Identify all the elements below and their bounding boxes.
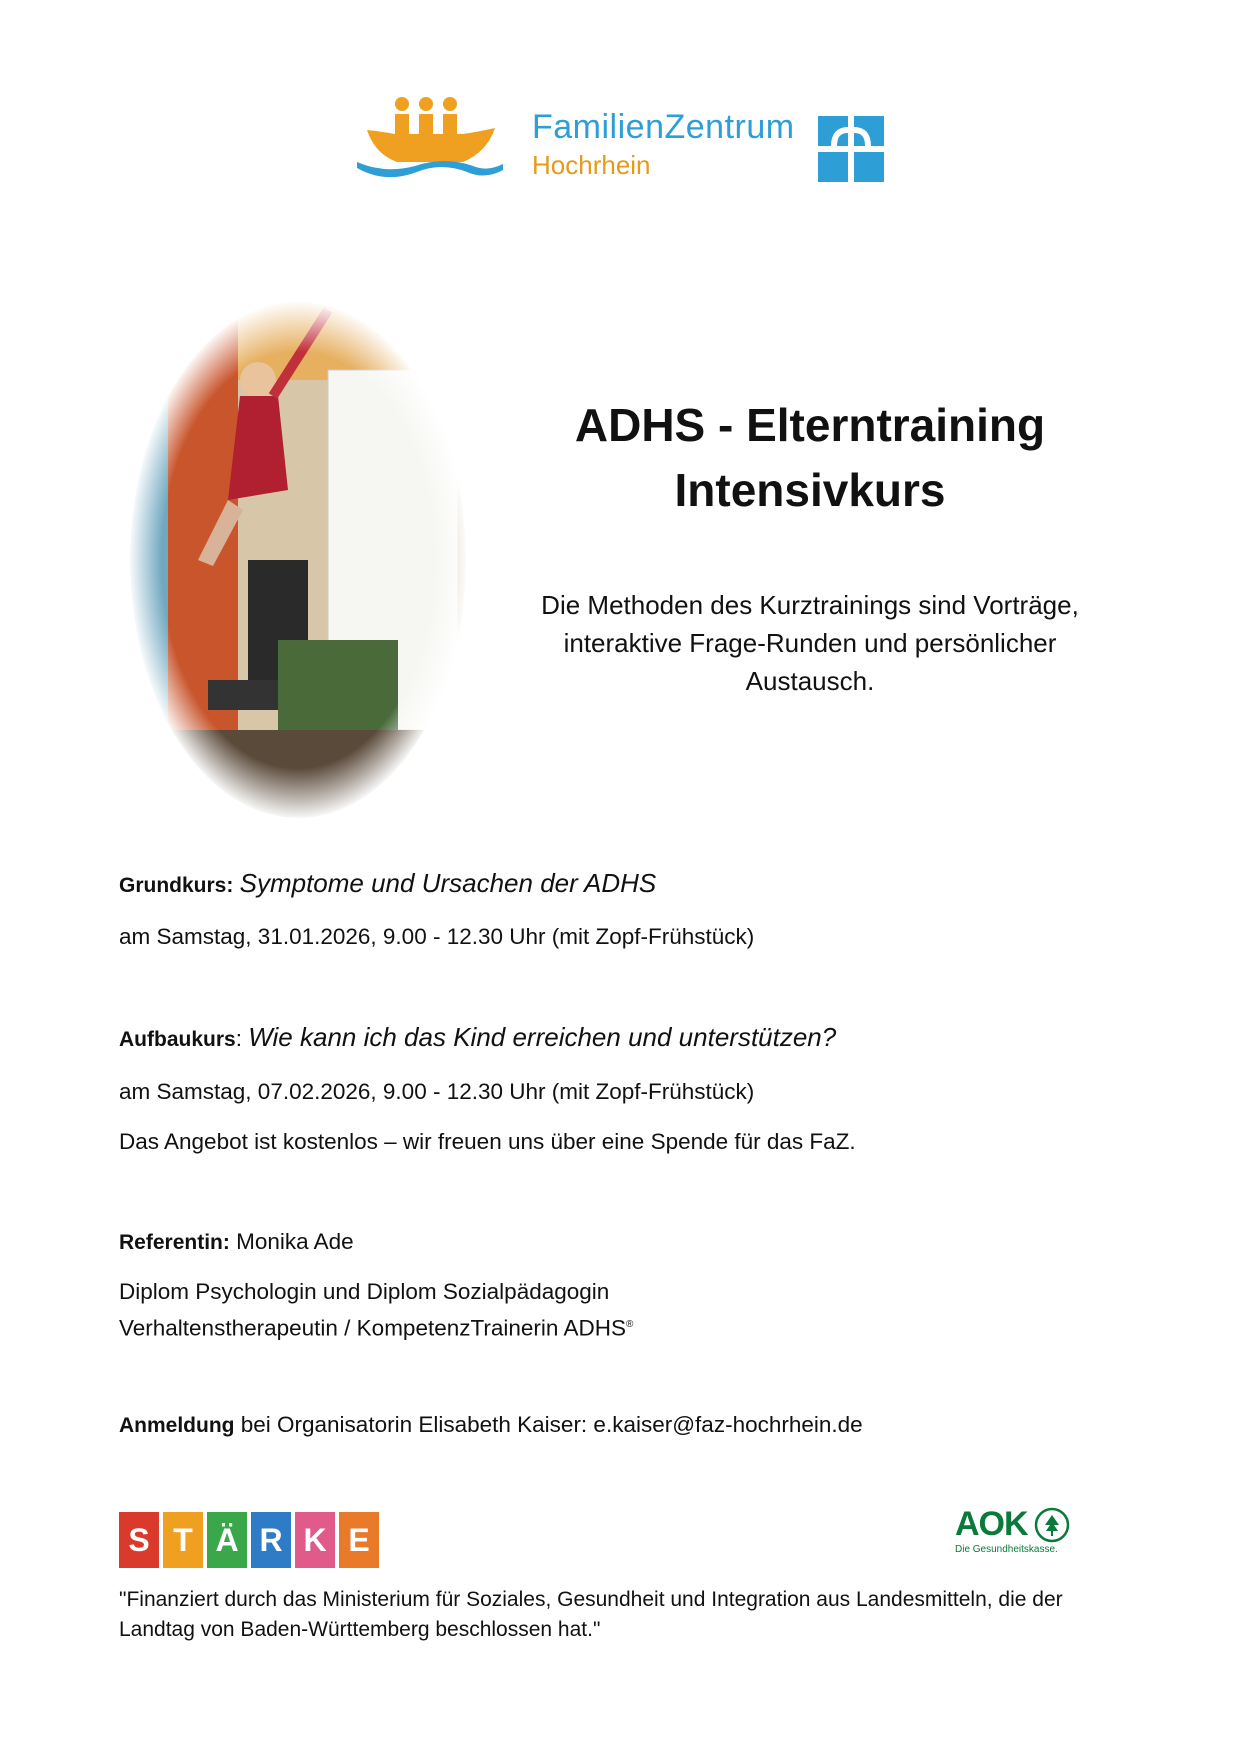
referentin-line bbox=[119, 1227, 354, 1258]
child-jumping-photo bbox=[128, 300, 468, 820]
aok-tree-icon bbox=[1034, 1507, 1070, 1543]
aufbaukurs-heading bbox=[119, 1022, 836, 1055]
staerke-letter: Ä bbox=[207, 1512, 247, 1568]
staerke-letter: S bbox=[119, 1512, 159, 1568]
referentin-qualification-1: Diplom Psychologin und Diplom Sozialpädagogin bbox=[119, 1279, 610, 1304]
description-line1: Die Methoden des Kurztrainings sind Vorträge, bbox=[541, 590, 1079, 620]
anmeldung-line bbox=[119, 1410, 863, 1441]
referentin-qualification-2-line bbox=[119, 1310, 633, 1344]
staerke-letter: K bbox=[295, 1512, 335, 1568]
staerke-letter: R bbox=[251, 1512, 291, 1568]
staerke-letter: T bbox=[163, 1512, 203, 1568]
aufbaukurs-note: Das Angebot ist kostenlos – wir freuen uns über eine Spende für das FaZ. bbox=[119, 1129, 856, 1154]
org-name-line2: Hochrhein bbox=[532, 150, 651, 180]
aufbaukurs-label: Aufbaukurs bbox=[119, 1028, 236, 1051]
grundkurs-label: Grundkurs: bbox=[119, 874, 234, 897]
referentin-label: Referentin: bbox=[119, 1231, 230, 1254]
grundkurs-topic: Symptome und Ursachen der ADHS bbox=[239, 868, 657, 898]
funding-note-line1: "Finanziert durch das Ministerium für Soziales, Gesundheit und Integration aus Landesmitteln, die der bbox=[119, 1588, 1063, 1611]
staerke-letter: E bbox=[339, 1512, 379, 1568]
referentin-name: Monika Ade bbox=[236, 1229, 354, 1254]
aok-tagline: Die Gesundheitskasse. bbox=[955, 1544, 1058, 1555]
grundkurs-heading bbox=[119, 868, 656, 901]
page-title-line2: Intensivkurs bbox=[674, 464, 946, 516]
funding-note-line2: Landtag von Baden-Württemberg beschlossen hat." bbox=[119, 1618, 601, 1641]
aok-logo bbox=[955, 1505, 1085, 1565]
funding-note bbox=[119, 1585, 1139, 1645]
description-line2: interaktive Frage-Runden und persönlicher bbox=[563, 628, 1057, 658]
anmeldung-label: Anmeldung bbox=[119, 1414, 235, 1437]
registered-mark: ® bbox=[625, 1319, 634, 1330]
aufbaukurs-date: am Samstag, 07.02.2026, 9.00 - 12.30 Uhr (mit Zopf-Frühstück) bbox=[119, 1079, 755, 1104]
familienzentrum-logo-icon bbox=[355, 92, 505, 188]
grundkurs-date: am Samstag, 31.01.2026, 9.00 - 12.30 Uhr (mit Zopf-Frühstück) bbox=[119, 924, 755, 949]
page-title-line1: ADHS - Elterntraining bbox=[574, 399, 1046, 451]
description bbox=[510, 586, 1110, 700]
aok-wordmark: AOK bbox=[955, 1505, 1028, 1543]
diakonie-cross-icon bbox=[818, 116, 884, 182]
staerke-logo bbox=[119, 1512, 379, 1568]
org-name-line1: FamilienZentrum bbox=[532, 108, 795, 146]
anmeldung-text: bei Organisatorin Elisabeth Kaiser: e.kaiser@faz-hochrhein.de bbox=[234, 1412, 863, 1437]
description-line3: Austausch. bbox=[745, 666, 875, 696]
aufbaukurs-topic: Wie kann ich das Kind erreichen und unterstützen? bbox=[248, 1022, 837, 1052]
referentin-qualification-2: Verhaltenstherapeutin / KompetenzTrainerin ADHS bbox=[119, 1315, 626, 1341]
aufbaukurs-colon: : bbox=[235, 1026, 242, 1051]
